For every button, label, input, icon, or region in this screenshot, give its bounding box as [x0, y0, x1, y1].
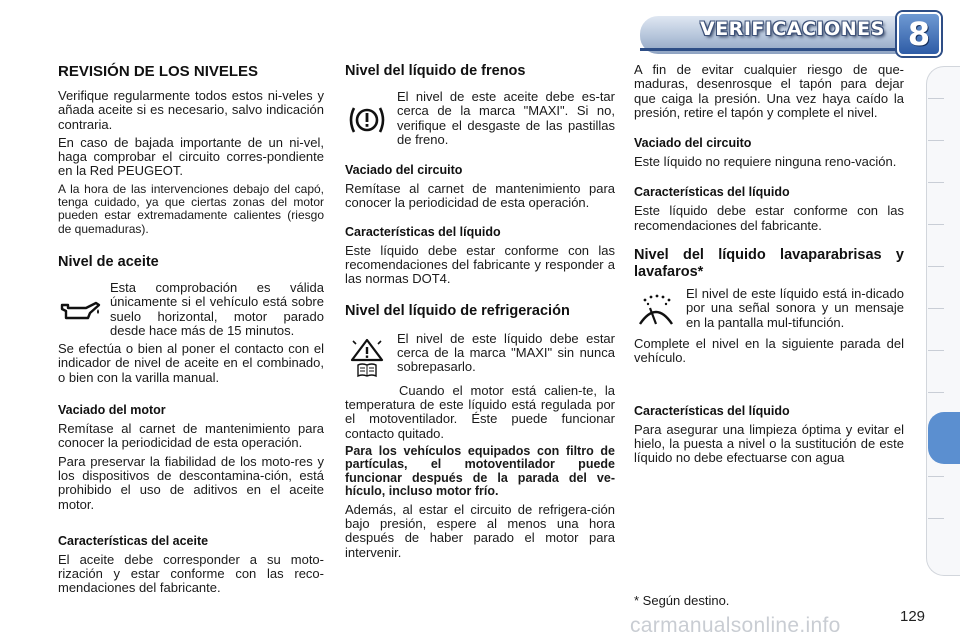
oil-can-icon — [58, 289, 102, 333]
manual-book-icon — [356, 362, 378, 378]
tab-divider — [928, 308, 944, 309]
paragraph: A fin de evitar cualquier riesgo de que-maduras, desenrosque el tapón para dejar que caiga la presión. Una vez haya caído la presión, retire el tapón y complete el nivel. — [634, 62, 904, 120]
paragraph: Cuando el motor está calien-te, la temperatura de este líquido está regulada por el motoventilador. Éste puede funcionar contacto quitado. — [345, 382, 615, 441]
paragraph: El aceite debe corresponder a su moto-rización y estar conforme con las reco-mendaciones del fabricante. — [58, 551, 324, 596]
section-title: VERIFICACIONES — [700, 18, 885, 40]
tab-divider — [928, 392, 944, 393]
tab-divider — [928, 476, 944, 477]
watermark: carmanualsonline.info — [630, 614, 841, 637]
chapter-tab-active[interactable] — [928, 412, 960, 464]
tab-divider — [928, 182, 944, 183]
oil-check-text: Esta comprobación es válida únicamente si el vehículo está sobre suelo horizontal, motor parado desde hace más de 15 minutos. — [110, 279, 324, 338]
paragraph: Complete el nivel en la siguiente parada del vehículo. — [634, 336, 904, 366]
paragraph: Para preservar la fiabilidad de los moto-res y los dispositivos de descontamina-ción, está prohibido el uso de aditivos en el aceite motor. — [58, 453, 324, 512]
oil-specs-heading: Características del aceite — [58, 533, 209, 548]
paragraph: Además, al estar el circuito de refrigera-ción bajo presión, espere al menos una hora después de haber parado el motor para intervenir. — [345, 501, 615, 560]
windscreen-washer-icon — [634, 289, 678, 333]
main-heading: REVISIÓN DE LOS NIVELES — [58, 63, 259, 80]
tab-divider — [928, 224, 944, 225]
coolant-icon-row — [345, 332, 615, 382]
paragraph: Este líquido debe estar conforme con las recomendaciones del fabricante. — [634, 203, 904, 233]
oil-icon-row — [58, 281, 324, 338]
paragraph-warning: A la hora de las intervenciones debajo del capó, tenga cuidado, ya que ciertas zonas del motor pueden estar extremadamente calientes (riesgo de quemaduras). — [58, 181, 324, 236]
column-middle — [345, 63, 615, 564]
paragraph: En caso de bajada importante de un ni-vel, haga comprobar el circuito corres-pondiente en la Red PEUGEOT. — [58, 134, 324, 179]
coolant-warning-icon — [350, 338, 384, 362]
chapter-number: 8 — [897, 12, 941, 56]
particle-filter-note: Para los vehículos equipados con filtro de partículas, el motoventilador puede funcionar después de la parada del ve-hículo, incluso motor frío. — [345, 443, 615, 499]
washer-fluid-heading: Nivel del líquido lavaparabrisas y lavafaros* — [634, 247, 904, 281]
paragraph: Remítase al carnet de mantenimiento para conocer la periodicidad de esta operación. — [345, 181, 615, 211]
tab-divider — [928, 98, 944, 99]
brake-drain-heading: Vaciado del circuito — [345, 163, 463, 178]
tab-divider — [928, 350, 944, 351]
chapter-tabs — [926, 66, 960, 576]
brake-specs-heading: Características del líquido — [345, 224, 501, 239]
washer-icon-row — [634, 287, 904, 333]
oil-level-heading: Nivel de aceite — [58, 253, 159, 270]
header-rule — [640, 48, 900, 51]
washer-level-text: El nivel de este líquido está in-dicado por una señal sonora y un mensaje en la pantalla mul-tifunción. — [686, 286, 904, 330]
engine-drain-heading: Vaciado del motor — [58, 403, 166, 418]
column-left — [58, 63, 324, 600]
paragraph: Verifique regularmente todos estos ni-veles y añada aceite si es necesario, salvo indicación contraria. — [58, 88, 324, 132]
paragraph: Para asegurar una limpieza óptima y evitar el hielo, la puesta a nivel o la sustitución de este líquido no debe efectuarse con agua — [634, 421, 904, 466]
coolant-heading: Nivel del líquido de refrigeración — [345, 302, 570, 319]
coolant-level-text: El nivel de este líquido debe estar cerca de la marca "MAXI" sin nunca sobrepasarlo. — [397, 330, 615, 375]
brake-fluid-heading: Nivel del líquido de frenos — [345, 63, 526, 79]
footnote: * Según destino. — [634, 593, 730, 608]
tab-divider — [928, 518, 944, 519]
column-right — [634, 63, 904, 470]
page-number: 129 — [900, 608, 926, 625]
coolant-icon-group — [345, 334, 389, 382]
brake-warning-icon — [345, 98, 389, 142]
coolant-specs-heading: Características del líquido — [634, 185, 790, 200]
paragraph: Remítase al carnet de mantenimiento para conocer la periodicidad de esta operación. — [58, 421, 324, 451]
washer-specs-heading: Características del líquido — [634, 403, 790, 418]
tab-divider — [928, 266, 944, 267]
paragraph: Este líquido no requiere ninguna reno-vación. — [634, 154, 897, 170]
paragraph: Se efectúa o bien al poner el contacto con el indicador de nivel de aceite en el combinado, o bien con la varilla manual. — [58, 341, 324, 385]
coolant-drain-heading: Vaciado del circuito — [634, 136, 752, 151]
brake-level-text: El nivel de este aceite debe es-tar cerca de la marca "MAXI". Si no, verifique el desgaste de las pastillas de freno. — [397, 89, 615, 147]
paragraph: Este líquido debe estar conforme con las recomendaciones del fabricante y responder a las normas DOT4. — [345, 242, 615, 287]
tab-divider — [928, 140, 944, 141]
brake-icon-row — [345, 90, 615, 147]
